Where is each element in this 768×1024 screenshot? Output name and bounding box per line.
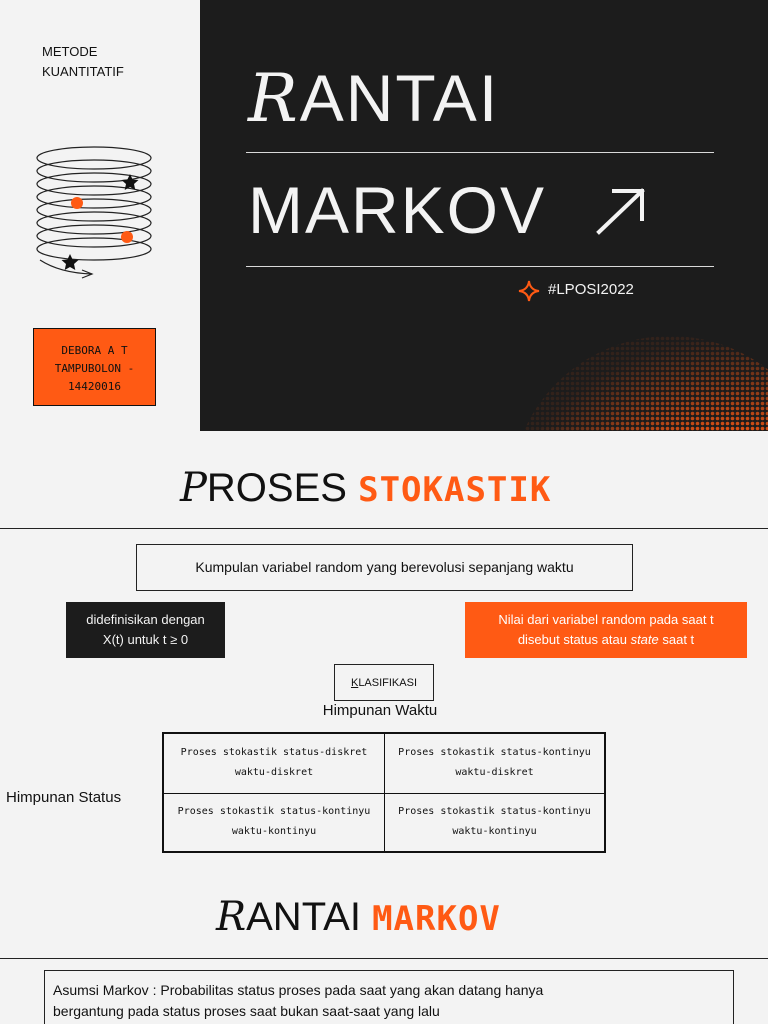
- hashtag: #LPOSI2022: [548, 281, 634, 298]
- subject-line-1: METODE: [42, 44, 98, 59]
- grid-cell-line-1: Proses stokastik status-kontinyu: [398, 747, 591, 759]
- grid-cell: [384, 793, 604, 852]
- grid-cell-line-2: waktu-kontinyu: [452, 826, 537, 838]
- definition-box: Kumpulan variabel random yang berevolusi sepanjang waktu: [136, 544, 633, 591]
- section-title-main: ANTAI: [246, 895, 373, 939]
- divider-top: [246, 152, 714, 153]
- section-title-main: ROSES: [206, 466, 347, 510]
- himpunan-waktu-label: Himpunan Waktu: [322, 702, 438, 719]
- sparkle-icon: [518, 280, 540, 302]
- author-id: 14420016: [68, 380, 121, 393]
- state-line-2-c: saat t: [658, 632, 695, 647]
- subject-line-2: KUANTITATIF: [42, 64, 124, 79]
- state-line-2: [465, 630, 747, 650]
- divider-bottom: [246, 266, 714, 267]
- section-title-initial: R: [216, 894, 247, 940]
- halftone-circle: [510, 336, 768, 431]
- section-title-initial: P: [180, 465, 207, 511]
- cover-title-rest: ANTAI: [299, 61, 500, 135]
- section-title-accent: STOKASTIK: [358, 470, 552, 510]
- klasifikasi-first-letter: K: [350, 677, 359, 689]
- grid-cell: [164, 793, 384, 852]
- assumption-line-1: Asumsi Markov : Probabilitas status proses pada saat yang akan datang hanya: [53, 982, 544, 998]
- grid-cell-line-2: waktu-diskret: [455, 767, 534, 779]
- markov-assumption-box: [44, 970, 734, 1024]
- state-definition-box: [465, 602, 747, 658]
- section-title-proses-stokastik: [180, 463, 551, 515]
- klasifikasi-rest: LASIFIKASI: [358, 677, 418, 689]
- himpunan-status-label: Himpunan Status: [6, 789, 122, 806]
- section-title-rantai-markov: [216, 892, 501, 944]
- cover-title-line-2: MARKOV: [248, 173, 547, 247]
- state-line-1: Nilai dari variabel random pada saat t: [498, 612, 714, 627]
- klasifikasi-box: [334, 664, 434, 701]
- section-divider: [0, 958, 768, 959]
- state-line-2-italic: state: [630, 632, 659, 647]
- section-divider: [0, 528, 768, 529]
- author-name-line-1: DEBORA A T: [61, 344, 128, 357]
- definition-notation-box: [66, 602, 225, 658]
- subject-label: [42, 42, 124, 82]
- author-box: [33, 328, 156, 406]
- grid-cell-line-2: waktu-kontinyu: [231, 826, 317, 838]
- grid-cell: [164, 734, 384, 793]
- cover-title-line-1: [248, 60, 499, 137]
- section-title-accent: MARKOV: [372, 899, 501, 939]
- notation-line-1: didefinisikan dengan: [86, 612, 205, 627]
- arrow-up-right-icon: [594, 186, 648, 238]
- grid-cell-line-1: Proses stokastik status-diskret: [180, 747, 368, 759]
- cover-left-panel: [0, 0, 200, 431]
- grid-cell-line-1: Proses stokastik status-kontinyu: [177, 806, 371, 818]
- state-line-2-a: disebut status atau: [517, 632, 631, 647]
- cover-title-initial: R: [248, 60, 300, 137]
- spiral-star-icon: [30, 138, 160, 283]
- grid-cell-line-2: waktu-diskret: [234, 767, 314, 779]
- cover-title-panel: [200, 0, 768, 431]
- assumption-line-2: bergantung pada status proses saat bukan saat-saat yang lalu: [53, 1003, 440, 1019]
- notation-line-2: X(t) untuk t ≥ 0: [102, 632, 189, 647]
- author-name-line-2: TAMPUBOLON -: [54, 362, 135, 375]
- classification-grid: [162, 732, 606, 853]
- grid-cell: [384, 734, 604, 793]
- grid-cell-line-1: Proses stokastik status-kontinyu: [398, 806, 591, 818]
